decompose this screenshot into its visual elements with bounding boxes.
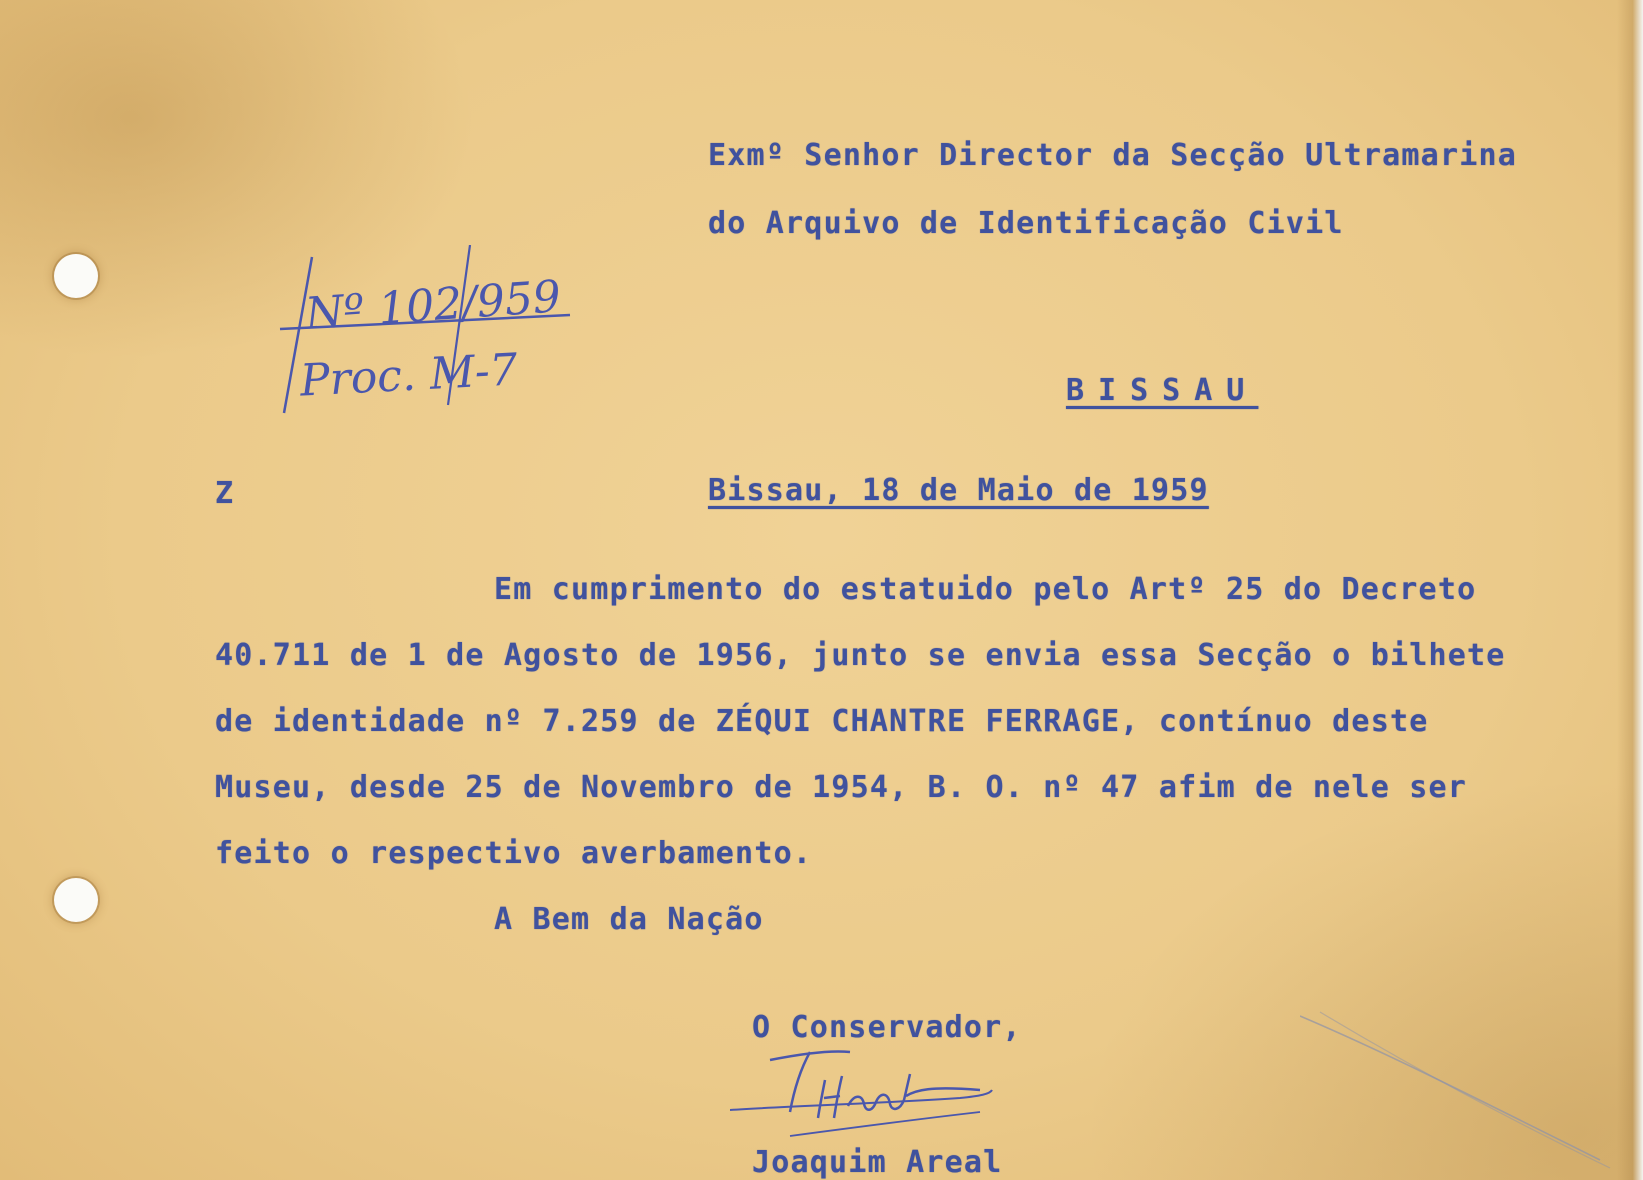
- punch-hole-top: [54, 254, 98, 298]
- reference-mark: Z: [215, 476, 235, 511]
- handwritten-signature: [730, 1040, 1050, 1140]
- addressee-line-2: do Arquivo de Identificação Civil: [708, 206, 1344, 241]
- paper-edge: [1617, 0, 1643, 1180]
- body-line-2: 40.711 de 1 de Agosto de 1956, junto se envia essa Secção o bilhete: [215, 638, 1506, 673]
- signatory-name: Joaquim Areal: [752, 1145, 1003, 1180]
- body-line-3: de identidade nº 7.259 de ZÉQUI CHANTRE FERRAGE, contínuo deste: [215, 704, 1429, 739]
- closing-salutation: A Bem da Nação: [494, 902, 764, 937]
- date-line: Bissau, 18 de Maio de 1959: [708, 473, 1209, 508]
- handwritten-file-number: Nº 102/959: [303, 271, 563, 340]
- addressee-line-1: Exmº Senhor Director da Secção Ultramarina: [708, 138, 1517, 173]
- punch-hole-bottom: [54, 878, 98, 922]
- body-line-4: Museu, desde 25 de Novembro de 1954, B. O. nº 47 afim de nele ser: [215, 770, 1467, 805]
- handwritten-process-code: Proc. M-7: [298, 344, 519, 407]
- signatory-role: O Conservador,: [752, 1010, 1022, 1045]
- destination-city: BISSAU: [1066, 373, 1259, 408]
- pencil-marks: [1300, 1010, 1620, 1170]
- body-line-1: Em cumprimento do estatuido pelo Artº 25 do Decreto: [494, 572, 1477, 607]
- body-line-5: feito o respectivo averbamento.: [215, 836, 813, 871]
